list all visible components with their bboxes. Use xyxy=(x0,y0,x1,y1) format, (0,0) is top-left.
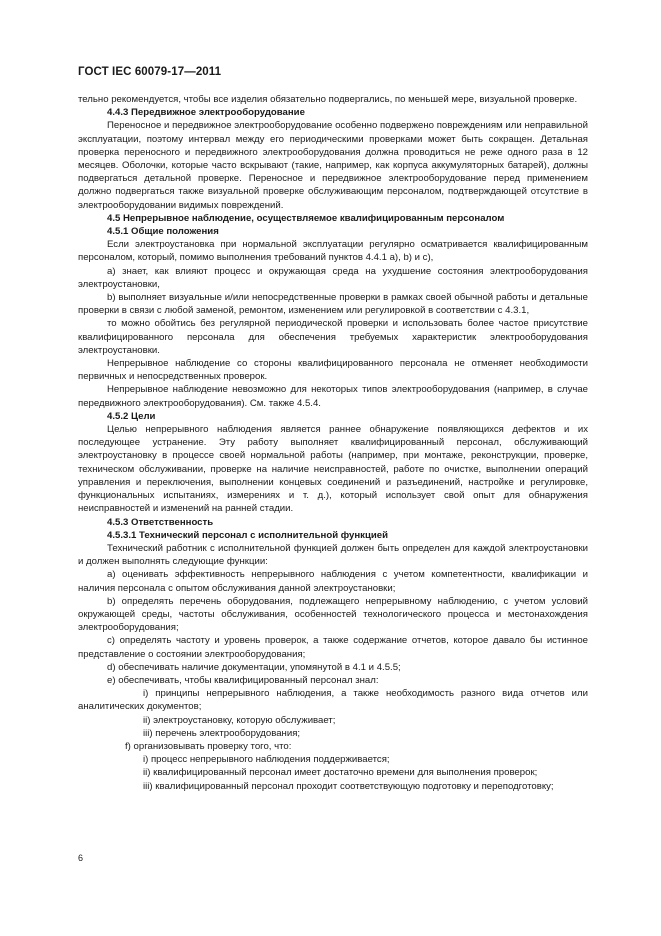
paragraph: f) организовывать проверку того, что: xyxy=(125,740,292,752)
paragraph: е) обеспечивать, чтобы квалифицированный персонал знал: xyxy=(107,674,379,686)
document-body xyxy=(78,93,588,793)
paragraph: Технический работник с исполнительной функцией должен быть определен для каждой электроустановки и должен выполнять следующие функции: xyxy=(78,542,588,568)
paragraph: Переносное и передвижное электрооборудование особенно подвержено повреждениям или неправильной эксплуатации, поэтому интервал между его периодическими проверками может быть сокращен. Детальная проверка переносного и передвижного электрооборудования должна проводиться не реже одного раза в 12 месяцев. Оболочки, которые часто вскрывают (такие, например, как корпуса аккумуляторных батарей), должны подвергаться детальной проверке. Переносное и передвижное электрооборудование перед применением должно подвергаться также визуальной проверке обслуживающим персоналом, подтверждающей отсутствие в электрооборудовании видимых повреждений. xyxy=(78,120,588,211)
paragraph: Непрерывное наблюдение со стороны квалифицированного персонала не отменяет необходимости первичных и непосредственных проверок. xyxy=(78,358,588,383)
paragraph: Непрерывное наблюдение невозможно для некоторых типов электрооборудования (например, в случае передвижного электрооборудования). См. также 4.5.4. xyxy=(78,384,588,409)
paragraph: то можно обойтись без регулярной периодической проверки и использовать более частое присутствие квалифицированного персонала для обеспечения требуемых характеристик электрооборудования электроустановки. xyxy=(78,318,588,356)
paragraph: iii) перечень электрооборудования; xyxy=(143,727,301,739)
section-heading: 4.4.3 Передвижное электрооборудование xyxy=(107,107,305,119)
section-heading: 4.5 Непрерывное наблюдение, осуществляемое квалифицированным персоналом xyxy=(107,212,505,224)
paragraph: ii) квалифицированный персонал имеет достаточно времени для выполнения проверок; xyxy=(143,767,538,779)
section-heading: 4.5.2 Цели xyxy=(107,410,156,422)
paragraph: iii) квалифицированный персонал проходит соответствующую подготовку и переподготовку; xyxy=(143,780,554,792)
paragraph: ii) электроустановку, которую обслуживает; xyxy=(143,714,336,726)
page-number: 6 xyxy=(78,853,84,863)
paragraph: i) принципы непрерывного наблюдения, а также необходимость разного вида отчетов или аналитических документов; xyxy=(78,688,588,713)
section-heading: 4.5.3 Ответственность xyxy=(107,516,214,528)
section-heading: 4.5.3.1 Технический персонал с исполнительной функцией xyxy=(107,529,388,541)
paragraph: i) процесс непрерывного наблюдения поддерживается; xyxy=(143,754,390,766)
paragraph: d) обеспечивать наличие документации, упомянутой в 4.1 и 4.5.5; xyxy=(107,661,401,673)
page-header: ГОСТ IEC 60079-17—2011 xyxy=(78,66,222,78)
paragraph: Целью непрерывного наблюдения является раннее обнаружение появляющихся дефектов и их последующее устранение. Эту работу выполняет квалифицированный персонал, обслуживающий электроустановку в процессе своей нормальной работы (например, при монтаже, реконструкции, проверке, техническом обслуживании, проверке на наличие неисправностей, работе по очистке, выполнении операций управления и переключения, выполнении концевых соединений и разъединений, настройке и регулировке, функциональных испытаниях, измерениях и т. д.), который использует свой опыт для обнаружения неисправностей и изменений на ранней стадии. xyxy=(78,424,588,515)
section-heading: 4.5.1 Общие положения xyxy=(107,226,219,238)
paragraph: тельно рекомендуется, чтобы все изделия обязательно подвергались, по меньшей мере, визуальной проверке. xyxy=(78,94,578,105)
paragraph: b) выполняет визуальные и/или непосредственные проверки в рамках своей обычной работы и детальные проверки в связи с любой заменой, ремонтом, изменением или регулировкой в соответствии с 4.3.1, xyxy=(78,292,588,317)
paragraph: b) определять перечень оборудования, подлежащего непрерывному наблюдению, с учетом условий окружающей среды, частоты обслуживания, особенностей технологического процесса и местонахождения электрооборудования; xyxy=(78,595,588,634)
paragraph: а) знает, как влияют процесс и окружающая среда на ухудшение состояния электрооборудования электроустановки, xyxy=(78,265,588,290)
paragraph: с) определять частоту и уровень проверок, а также содержание отчетов, которое давало бы истинное представление о состоянии электрооборудования; xyxy=(78,635,588,660)
paragraph: Если электроустановка при нормальной эксплуатации регулярно осматривается квалифицированным персоналом, который, помимо выполнения требований пунктов 4.4.1 а), b) и с), xyxy=(78,239,588,264)
paragraph: а) оценивать эффективность непрерывного наблюдения с учетом компетентности, квалификации и наличия персонала с опытом обслуживания данной электроустановки; xyxy=(78,569,588,594)
